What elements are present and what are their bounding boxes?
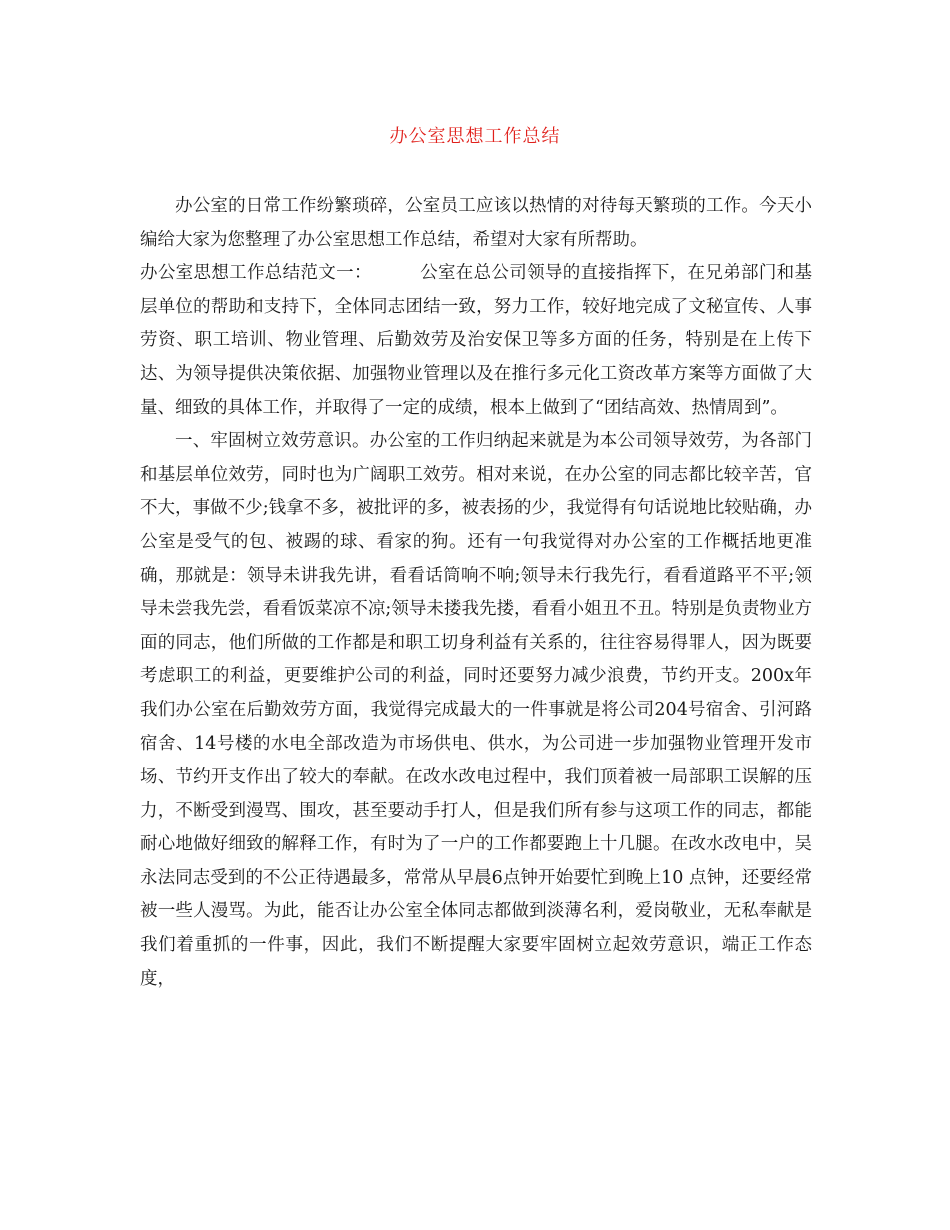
paragraph-1-text: 公室在总公司领导的直接指挥下，在兄弟部门和基层单位的帮助和支持下，全体同志团结一致，努力工作，较好地完成了文秘宣传、人事劳资、职工培训、物业管理、后勤效劳及治安保卫等多方面的任务，特别是在上传下达、为领导提供决策依据、加强物业管理以及在推行多元化工资改革方案等方面做了大量、细致的具体工作，并取得了一定的成绩，根本上做到了“团结高效、热情周到”。 bbox=[140, 263, 813, 418]
document-title: 办公室思想工作总结 bbox=[389, 126, 561, 147]
sample-paragraph bbox=[140, 257, 812, 425]
intro-paragraph: 办公室的日常工作纷繁琐碎，公室员工应该以热情的对待每天繁琐的工作。今天小编给大家为您整理了办公室思想工作总结，希望对大家有所帮助。 bbox=[140, 196, 812, 250]
sample-label: 办公室思想工作总结范文一： bbox=[140, 263, 372, 284]
document-body bbox=[140, 190, 812, 996]
paragraph-2: 一、牢固树立效劳意识。办公室的工作归纳起来就是为本公司领导效劳，为各部门和基层单位效劳，同时也为广阔职工效劳。相对来说，在办公室的同志都比较辛苦，官不大，事做不少;钱拿不多，被批评的多，被表扬的少，我觉得有句话说地比较贴确，办公室是受气的包、被踢的球、看家的狗。还有一句我觉得对办公室的工作概括地更准确，那就是：领导未讲我先讲，看看话筒响不响;领导未行我先行，看看道路平不平;领导未尝我先尝，看看饭菜凉不凉;领导未搂我先搂，看看小姐丑不丑。特别是负责物业方面的同志，他们所做的工作都是和职工切身利益有关系的，往往容易得罪人，因为既要考虑职工的利益，更要维护公司的利益，同时还要努力减少浪费，节约开支。200x年我们办公室在后勤效劳方面，我觉得完成最大的一件事就是将公司204号宿舍、引河路宿舍、14号楼的水电全部改造为市场供电、供水，为公司进一步加强物业管理开发市场、节约开支作出了较大的奉献。在改水改电过程中，我们顶着被一局部职工误解的压力，不断受到漫骂、围攻，甚至要动手打人，但是我们所有参与这项工作的同志，都能耐心地做好细致的解释工作，有时为了一户的工作都要跑上十几腿。在改水改电中，吴永法同志受到的不公正待遇最多，常常从早晨6点钟开始要忙到晚上10 点钟，还要经常被一些人漫骂。为此，能否让办公室全体同志都做到淡薄名利，爱岗敬业，无私奉献是我们着重抓的一件事，因此，我们不断提醒大家要牢固树立起效劳意识，端正工作态度， bbox=[140, 431, 812, 989]
